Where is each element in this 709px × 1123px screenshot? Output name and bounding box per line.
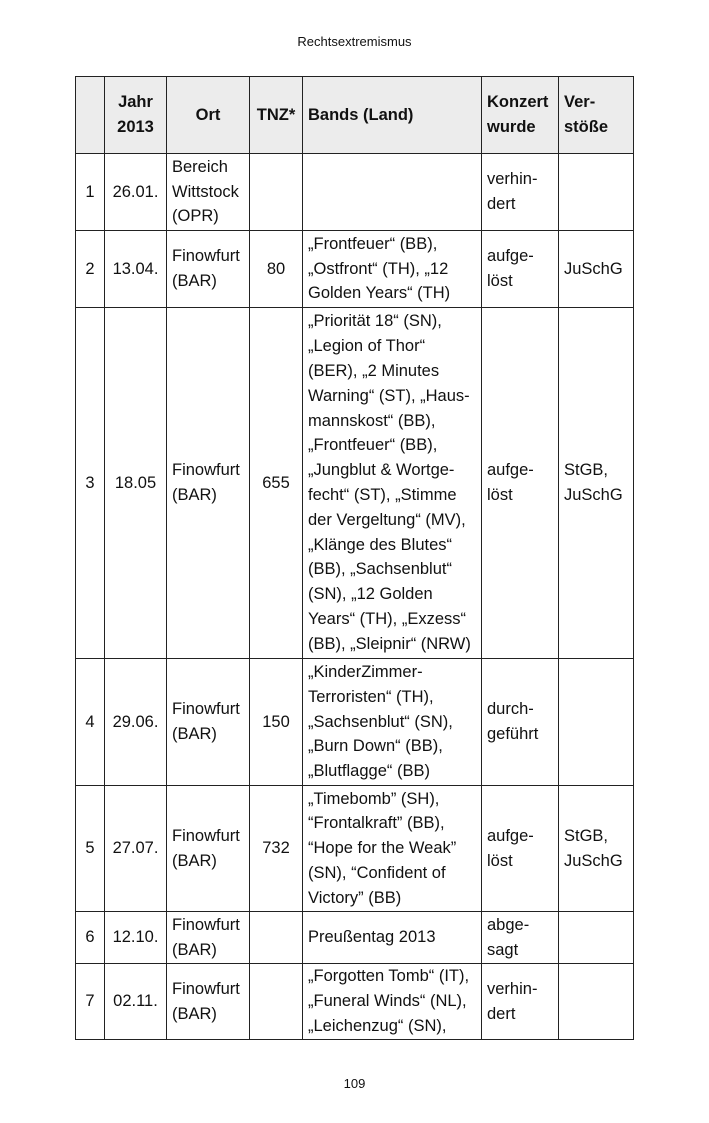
- header-participants: TNZ*: [250, 77, 303, 154]
- table-row: [76, 308, 634, 659]
- row-participants: [250, 154, 303, 231]
- row-index: 5: [76, 786, 105, 912]
- row-place: Finowfurt (BAR): [167, 912, 250, 964]
- row-date: 12.10.: [105, 912, 167, 964]
- row-participants: 150: [250, 659, 303, 786]
- table-row: [76, 912, 634, 964]
- concert-events-table: [75, 76, 634, 1040]
- row-index: 1: [76, 154, 105, 231]
- row-bands: [303, 154, 482, 231]
- row-concert-status: abge- sagt: [482, 912, 559, 964]
- header-bands: Bands (Land): [303, 77, 482, 154]
- row-violations: [559, 154, 634, 231]
- row-date: 13.04.: [105, 231, 167, 308]
- row-index: 4: [76, 659, 105, 786]
- row-participants: 732: [250, 786, 303, 912]
- row-violations: [559, 659, 634, 786]
- table-row: [76, 964, 634, 1040]
- row-concert-status: aufge- löst: [482, 231, 559, 308]
- page-number: 109: [343, 1076, 366, 1091]
- row-violations: [559, 912, 634, 964]
- row-concert-status: verhin- dert: [482, 154, 559, 231]
- row-participants: [250, 912, 303, 964]
- header-violations: Ver- stöße: [559, 77, 634, 154]
- row-bands: „Timebomb” (SH), “Frontalkraft” (BB), “Hope for the Weak” (SN), “Confident of Victory” (BB): [303, 786, 482, 912]
- row-index: 2: [76, 231, 105, 308]
- row-date: 26.01.: [105, 154, 167, 231]
- row-participants: 80: [250, 231, 303, 308]
- row-place: Finowfurt (BAR): [167, 308, 250, 659]
- header-year: Jahr 2013: [105, 77, 167, 154]
- header-concert-status: Konzert wurde: [482, 77, 559, 154]
- row-bands: „Frontfeuer“ (BB), „Ostfront“ (TH), „12 Golden Years“ (TH): [303, 231, 482, 308]
- row-date: 29.06.: [105, 659, 167, 786]
- row-bands: „Forgotten Tomb“ (IT), „Funeral Winds“ (NL), „Leichenzug“ (SN),: [303, 964, 482, 1040]
- table-row: [76, 154, 634, 231]
- row-place: Finowfurt (BAR): [167, 786, 250, 912]
- row-index: 6: [76, 912, 105, 964]
- row-participants: [250, 964, 303, 1040]
- row-participants: 655: [250, 308, 303, 659]
- row-bands: Preußentag 2013: [303, 912, 482, 964]
- row-violations: JuSchG: [559, 231, 634, 308]
- row-index: 3: [76, 308, 105, 659]
- header-place: Ort: [167, 77, 250, 154]
- table-row: [76, 786, 634, 912]
- row-place: Bereich Wittstock (OPR): [167, 154, 250, 231]
- row-violations: [559, 964, 634, 1040]
- table-row: [76, 231, 634, 308]
- row-bands: „Priorität 18“ (SN), „Legion of Thor“ (BER), „2 Minutes Warning“ (ST), „Haus- mannskost“ (BB), „Frontfeuer“ (BB), „Jungblut & Wortge- fecht“ (ST), „Stimme der Vergeltung“ (MV), „Klänge des Blutes“ (BB), „Sachsenblut“ (SN), „12 Golden Years“ (TH), „Exzess“ (BB), „Sleipnir“ (NRW): [303, 308, 482, 659]
- row-concert-status: verhin- dert: [482, 964, 559, 1040]
- row-index: 7: [76, 964, 105, 1040]
- table-row: [76, 659, 634, 786]
- row-place: Finowfurt (BAR): [167, 231, 250, 308]
- table-header-row: [76, 77, 634, 154]
- row-bands: „KinderZimmer- Terroristen“ (TH), „Sachsenblut“ (SN), „Burn Down“ (BB), „Blutflagge“ (BB): [303, 659, 482, 786]
- row-date: 18.05: [105, 308, 167, 659]
- running-head: Rechtsextremismus: [297, 34, 412, 49]
- row-date: 02.11.: [105, 964, 167, 1040]
- row-place: Finowfurt (BAR): [167, 659, 250, 786]
- row-violations: StGB, JuSchG: [559, 308, 634, 659]
- row-concert-status: aufge- löst: [482, 786, 559, 912]
- row-concert-status: aufge- löst: [482, 308, 559, 659]
- header-index: [76, 77, 105, 154]
- row-concert-status: durch- geführt: [482, 659, 559, 786]
- row-violations: StGB, JuSchG: [559, 786, 634, 912]
- row-date: 27.07.: [105, 786, 167, 912]
- row-place: Finowfurt (BAR): [167, 964, 250, 1040]
